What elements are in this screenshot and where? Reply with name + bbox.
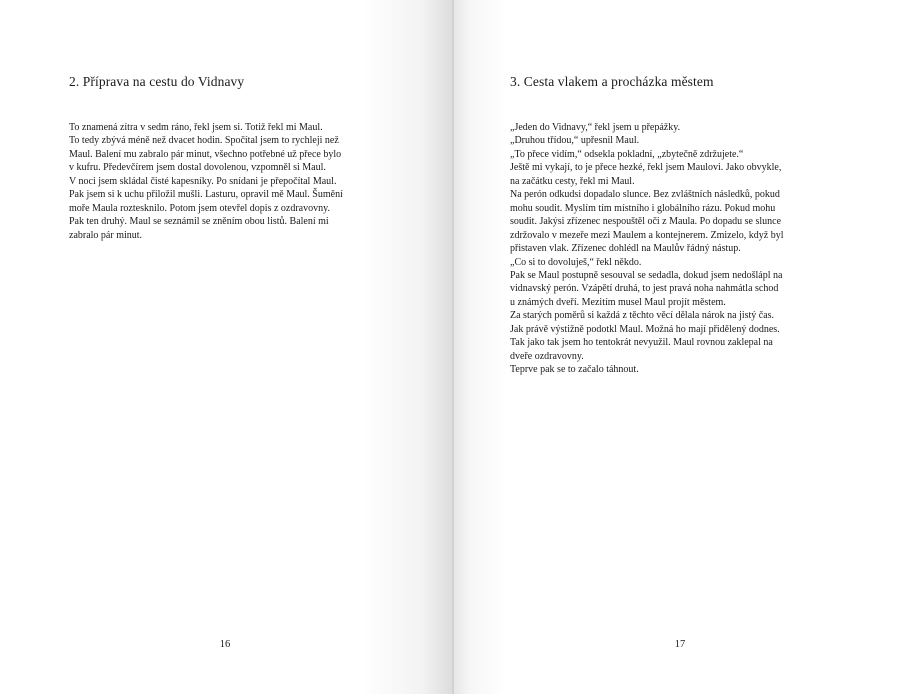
left-page: [0, 0, 453, 694]
text-line: na začátku cesty, řekl mi Maul.: [510, 175, 635, 187]
page-number: 17: [674, 639, 686, 650]
text-line: To tedy zbývá méně než dvacet hodin. Spočítal jsem to rychleji než: [69, 135, 339, 147]
text-line: u známých dveří. Mezitím musel Maul projít městem.: [510, 296, 726, 308]
text-line: dveře ozdravovny.: [510, 350, 584, 362]
text-line: moře Maula roztesknilo. Potom jsem otevřel dopis z ozdravovny.: [69, 202, 330, 214]
text-line: Za starých poměrů si každá z těchto věcí dělala nárok na jistý čas.: [510, 310, 775, 322]
text-line: soudit. Jakýsi zřízenec nespouštěl oči z Maula. Po dopadu se slunce: [510, 216, 782, 228]
body-text: [69, 121, 399, 242]
chapter-title: 3. Cesta vlakem a procházka městem: [510, 74, 714, 89]
text-line: „Druhou třídou,“ upřesnil Maul.: [510, 135, 640, 147]
text-line: přistaven vlak. Zřízenec dohlédl na Maulův řádný nástup.: [510, 243, 741, 255]
text-line: Pak ten druhý. Maul se seznámil se zněním obou listů. Balení mi: [69, 216, 329, 228]
book-gutter: [452, 0, 454, 694]
text-line: Teprve pak se to začalo táhnout.: [510, 364, 639, 376]
text-line: Ještě mi vykají, to je přece hezké, řekl jsem Maulovi. Jako obvykle,: [510, 162, 782, 174]
text-line: vidnavský perón. Vzápětí druhá, to jest pravá noha nahmátla schod: [510, 283, 779, 295]
text-line: „Jeden do Vidnavy,“ řekl jsem u přepážky.: [510, 122, 681, 133]
page-number: 16: [219, 639, 231, 650]
text-line: V noci jsem skládal čisté kapesníky. Po snídani je přepočítal Maul.: [69, 175, 337, 187]
chapter-title: 2. Příprava na cestu do Vidnavy: [69, 74, 245, 89]
text-line: Maul. Balení mu zabralo pár minut, všechno potřebné už přece bylo: [69, 148, 342, 160]
text-line: Jak právě výstižně podotkl Maul. Možná ho mají přidělený dodnes.: [510, 323, 780, 335]
text-line: Pak se Maul postupně sesouval se sedadla, dokud jsem nedošlápl na: [510, 269, 783, 281]
text-line: To znamená zítra v sedm ráno, řekl jsem si. Totiž řekl mi Maul.: [69, 122, 323, 133]
text-line: zabralo pár minut.: [69, 229, 143, 241]
text-line: „Co si to dovoluješ,“ řekl někdo.: [510, 256, 642, 268]
text-line: Tak jako tak jsem ho tentokrát nevyužil. Maul rovnou zaklepal na: [510, 337, 773, 349]
text-line: mohu soudit. Myslím tím místního i globálního rázu. Pokud mohu: [510, 202, 776, 214]
text-line: v kufru. Předevčírem jsem dostal dovolenou, vzpomněl si Maul.: [69, 162, 326, 174]
body-text: [510, 121, 850, 377]
text-line: zdržovalo v mezeře mezi Maulem a kontejnerem. Zmizelo, když byl: [510, 229, 784, 241]
text-line: Pak jsem si k uchu přiložil mušli. Lasturu, opravil mě Maul. Šumění: [69, 189, 343, 201]
right-page: [453, 0, 907, 694]
text-line: Na perón odkudsi dopadalo slunce. Bez zvláštních následků, pokud: [510, 189, 780, 201]
text-line: „To přece vidím,“ odsekla pokladní, „zbytečně zdržujete.“: [510, 148, 744, 160]
